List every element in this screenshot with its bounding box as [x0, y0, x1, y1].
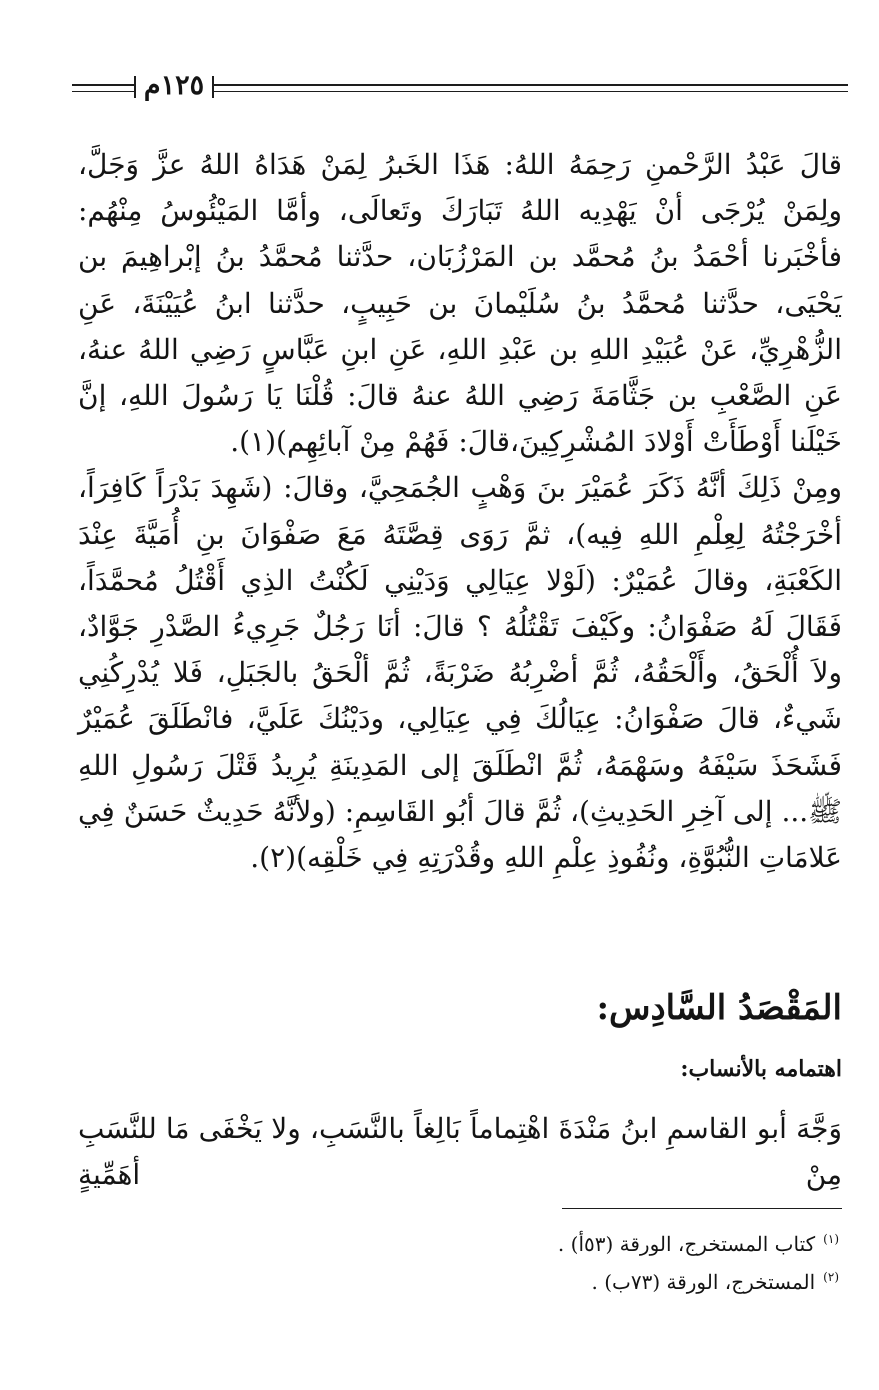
header-rule-right — [212, 84, 848, 92]
header-rule-tick — [134, 76, 136, 98]
header-rule-left — [72, 84, 134, 92]
section-paragraph: وَجَّهَ أبو القاسمِ ابنُ مَنْدَةَ اهْتِماماً بَالِغاً بالنَّسَبِ، ولا يَخْفَى مَا للنَّسَبِ مِنْ أهَمِّيةٍ — [78, 1112, 842, 1191]
main-text — [78, 142, 842, 881]
section-title: المَقْصَدُ السَّادِس: — [596, 988, 842, 1028]
footnote-divider — [562, 1208, 842, 1209]
footnote — [591, 1270, 839, 1294]
footnote-mark: (٢) — [823, 1270, 839, 1285]
subsection-title: اهتمامه بالأنساب: — [680, 1056, 842, 1082]
footnote-mark: (١) — [823, 1232, 839, 1247]
footnote-text: كتاب المستخرج، الورقة (٥٣أ) . — [557, 1232, 816, 1256]
page-number: ١٢٥م — [143, 70, 205, 101]
footnote — [558, 1232, 839, 1256]
page-header — [72, 72, 848, 102]
paragraph: قالَ عَبْدُ الرَّحْمنِ رَحِمَهُ اللهُ: هَذَا الخَبرُ لِمَنْ هَدَاهُ اللهُ عزَّ وَجَلَّ، ولِمَنْ يُرْجَى أنْ يَهْدِيه اللهُ تَبَارَكَ وتَعالَى، وأمَّا المَيْئُوسُ مِنْهُم: فأخْبَرنا أحْمَدُ بنُ مُحمَّد بن المَرْزُبَان، حدَّثنا مُحمَّدُ بنُ إبْراهِيمَ بن يَحْيَى، حدَّثنا مُحمَّدُ بنُ سُلَيْمانَ بن حَبِيبٍ، حدَّثنا ابنُ عُيَيْنَةَ، عَنِ الزُّهْرِيِّ، عَنْ عُبَيْدِ اللهِ بن عَبْدِ اللهِ، عَنِ ابنِ عَبَّاسٍ رَضِي اللهُ عنهُ، عَنِ الصَّعْبِ بن جَثَّامَةَ رَضِي اللهُ عنهُ قالَ: قُلْنَا يَا رَسُولَ اللهِ، إنَّ خَيْلَنا أَوْطَأَتْ أَوْلادَ المُشْرِكِينَ،قالَ: فَهُمْ مِنْ آبائِهِم)(١). — [78, 148, 842, 459]
footnote-text: المستخرج، الورقة (٧٣ب) . — [591, 1270, 816, 1294]
paragraph: ومِنْ ذَلِكَ أنَّهُ ذَكَرَ عُمَيْرَ بنَ وَهْبٍ الجُمَحِيَّ، وقالَ: (شَهِدَ بَدْرَاً كَافِرَاً، أخْرَجْتُهُ لِعِلْمِ اللهِ فِيه)، ثمَّ رَوَى قِصَّتَهُ مَعَ صَفْوَانَ بنِ أُمَيَّةَ عِنْدَ الكَعْبَةِ، وقالَ عُمَيْرٌ: (لَوْلا عِيَالِي وَدَيْنِي لَكُنْتُ الذِي أَقْتُلُ مُحمَّدَاً، فَقَالَ لَهُ صَفْوَانُ: وكَيْفَ تَقْتُلُهُ ؟ قالَ: أنَا رَجُلٌ جَرِيءُ الصَّدْرِ جَوَّادٌ، ولاَ أُلْحَقُ، وأَلْحَقُهُ، ثُمَّ أضْرِبُهُ ضَرْبَةً، ثُمَّ ألْحَقُ بالجَبَلِ، فَلا يُدْرِكُنِي شَيءٌ، قالَ صَفْوَانُ: عِيَالُكَ فِي عِيَالِي، ودَيْنُكَ عَلَيَّ، فانْطَلَقَ عُمَيْرٌ فَشَحَذَ سَيْفَهُ وسَهْمَهُ، ثُمَّ انْطَلَقَ إلى المَدِينَةِ يُرِيدُ قَتْلَ رَسُولِ اللهِ ﷺ... إلى آخِرِ الحَدِيثِ)، ثُمَّ قالَ أبُو القَاسِمِ: (ولأنَّهُ حَدِيثٌ حَسَنٌ فِي عَلامَاتِ النُّبُوَّةِ، ونُفُوذِ عِلْمِ اللهِ وقُدْرَتِهِ فِي خَلْقِه)(٢). — [78, 471, 842, 875]
